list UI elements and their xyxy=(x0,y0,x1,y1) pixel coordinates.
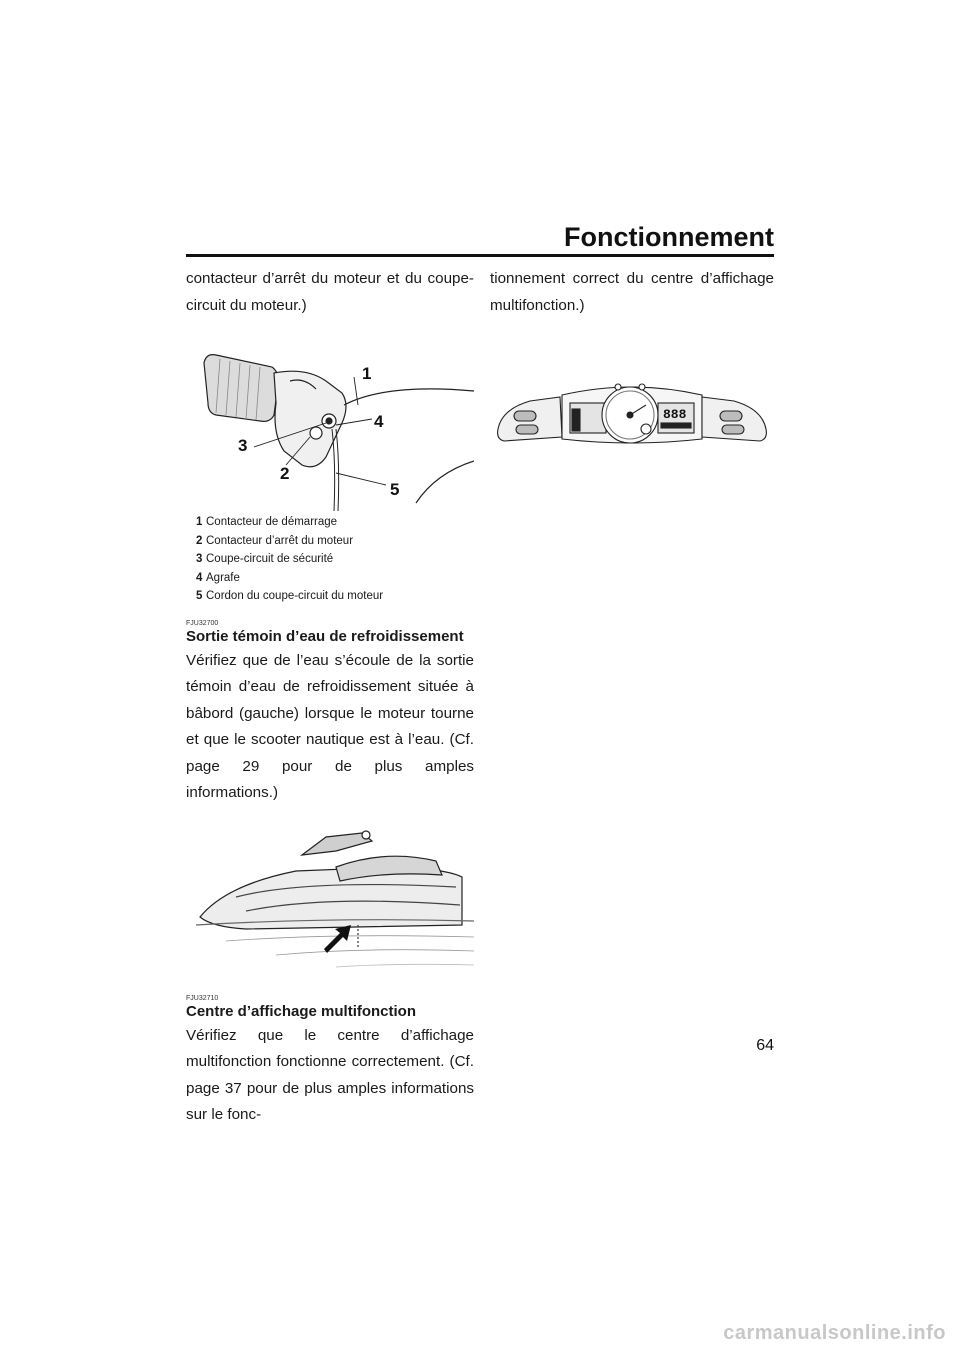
header-rule xyxy=(186,254,774,257)
callout-5: 5 xyxy=(390,480,400,499)
multifunction-display-illustration xyxy=(490,365,774,485)
digital-readout: 888 xyxy=(663,407,687,422)
legend-item: 5 Cordon du coupe-circuit du moteur xyxy=(196,590,384,602)
section-heading: Centre d’affichage multifonction xyxy=(186,1002,417,1020)
section-display xyxy=(186,995,474,1129)
callout-1: 1 xyxy=(362,364,372,383)
handlebar-switch-illustration xyxy=(186,333,474,513)
page-title: Fonctionnement xyxy=(564,222,774,252)
section-code: FJU32710 xyxy=(186,994,219,1002)
page-number: 64 xyxy=(756,1037,774,1054)
legend-item: 1 Contacteur de démarrage xyxy=(196,516,338,528)
intro-text: contacteur d’arrêt du moteur et du coupe-circuit du moteur.) xyxy=(186,270,474,314)
section-heading: Sortie témoin d’eau de refroidissement xyxy=(186,627,464,645)
callout-3: 3 xyxy=(238,436,248,455)
arrow-icon xyxy=(324,925,351,953)
watercraft-illustration xyxy=(186,821,474,981)
continued-text: tionnement correct du centre d’affichage multifonction.) xyxy=(490,270,774,314)
right-column xyxy=(490,266,774,485)
section-cooling-water xyxy=(186,620,474,807)
section-body: Vérifiez que de l’eau s’écoule de la sortie témoin d’eau de refroidissement située à bâbord (gauche) lorsque le moteur tourne et que le scooter nautique est à l’eau. (Cf. page 29 pour de plus amples informations.) xyxy=(186,651,474,801)
section-code: FJU32700 xyxy=(186,619,219,627)
callout-4: 4 xyxy=(374,412,384,431)
section-body: Vérifiez que le centre d’affichage multifonction fonctionne correctement. (Cf. page 37 pour de plus amples informations sur le fonc- xyxy=(186,1026,474,1123)
legend-item: 4 Agrafe xyxy=(196,571,240,584)
legend-item: 2 Contacteur d’arrêt du moteur xyxy=(196,534,354,547)
figure1-legend xyxy=(186,513,474,606)
callout-2: 2 xyxy=(280,464,290,483)
legend-item: 3 Coupe-circuit de sécurité xyxy=(196,553,334,565)
left-column xyxy=(186,266,474,1129)
footer-watermark[interactable]: carmanualsonline.info xyxy=(723,1322,946,1344)
